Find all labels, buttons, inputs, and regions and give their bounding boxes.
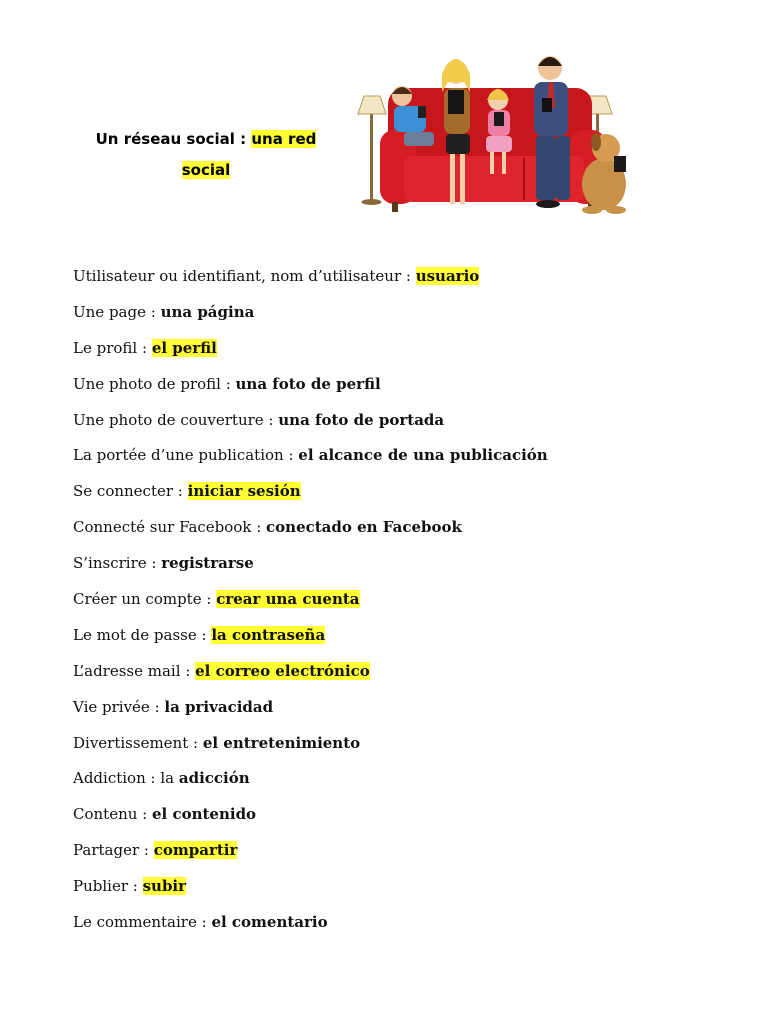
vocab-spanish: crear una cuenta xyxy=(216,590,360,609)
vocab-item xyxy=(73,443,733,479)
vocab-french: Se connecter : xyxy=(73,482,188,501)
vocab-spanish: adicción xyxy=(178,769,250,788)
vocab-french: Une page : xyxy=(73,302,161,321)
vocab-item xyxy=(73,336,733,372)
vocab-spanish: el comentario xyxy=(211,913,328,932)
vocab-item xyxy=(73,802,733,838)
vocab-item xyxy=(73,515,733,551)
vocab-item xyxy=(73,623,733,659)
vocab-spanish: la contraseña xyxy=(211,625,326,644)
vocab-item xyxy=(73,910,733,946)
vocab-french: S’inscrire : xyxy=(73,554,162,573)
vocab-french: Partager : xyxy=(73,841,154,860)
vocab-item xyxy=(73,695,733,731)
vocab-french: L’adresse mail : xyxy=(73,661,196,680)
vocab-french: Une photo de couverture : xyxy=(73,410,279,429)
vocab-item xyxy=(73,766,733,802)
vocab-item xyxy=(73,300,733,336)
vocab-spanish: una foto de perfil xyxy=(235,374,381,393)
vocab-item xyxy=(73,587,733,623)
family-on-couch-illustration xyxy=(352,48,636,218)
vocab-french: La portée d’une publication : xyxy=(73,446,299,465)
vocab-spanish: registrarse xyxy=(161,554,254,573)
title-spanish-line2: social xyxy=(181,161,231,179)
vocab-spanish: la privacidad xyxy=(164,697,274,716)
vocab-item xyxy=(73,731,733,767)
vocab-french: Une photo de profil : xyxy=(73,374,236,393)
vocab-french: Connecté sur Facebook : xyxy=(73,518,267,537)
vocab-item xyxy=(73,372,733,408)
vocab-spanish: el alcance de una publicación xyxy=(298,446,548,465)
vocabulary-list xyxy=(73,264,733,946)
vocab-french: Addiction : la xyxy=(73,769,179,788)
page-title xyxy=(78,124,334,186)
father-figure-icon xyxy=(534,56,570,208)
vocab-spanish: el perfil xyxy=(151,338,217,357)
vocab-spanish: el contenido xyxy=(151,805,257,824)
vocab-item xyxy=(73,659,733,695)
vocab-item xyxy=(73,838,733,874)
vocab-spanish: una foto de portada xyxy=(278,410,445,429)
vocab-french: Contenu : xyxy=(73,805,152,824)
vocab-spanish: usuario xyxy=(415,267,480,285)
vocab-french: Le commentaire : xyxy=(73,913,212,932)
vocab-french: Le profil : xyxy=(73,338,152,357)
vocab-french: Le mot de passe : xyxy=(73,625,212,644)
vocab-item xyxy=(73,264,733,300)
title-french: Un réseau social : xyxy=(95,130,252,148)
vocab-spanish: una página xyxy=(160,302,255,321)
vocab-item xyxy=(73,479,733,515)
vocab-spanish: el entretenimiento xyxy=(202,733,361,752)
vocab-french: Publier : xyxy=(73,877,143,896)
vocab-spanish: conectado en Facebook xyxy=(266,518,462,537)
vocab-spanish: compartir xyxy=(153,841,238,860)
vocab-french: Utilisateur ou identifiant, nom d’utilisateur : xyxy=(73,267,416,285)
vocab-item xyxy=(73,408,733,444)
vocab-spanish: iniciar sesión xyxy=(187,482,301,501)
vocab-item xyxy=(73,874,733,910)
vocab-french: Vie privée : xyxy=(73,697,165,716)
title-spanish-line1: una red xyxy=(251,130,317,148)
vocab-french: Créer un compte : xyxy=(73,590,217,609)
vocab-french: Divertissement : xyxy=(73,733,203,752)
vocab-spanish: el correo electrónico xyxy=(195,661,370,680)
vocab-spanish: subir xyxy=(142,877,187,896)
vocab-item xyxy=(73,551,733,587)
